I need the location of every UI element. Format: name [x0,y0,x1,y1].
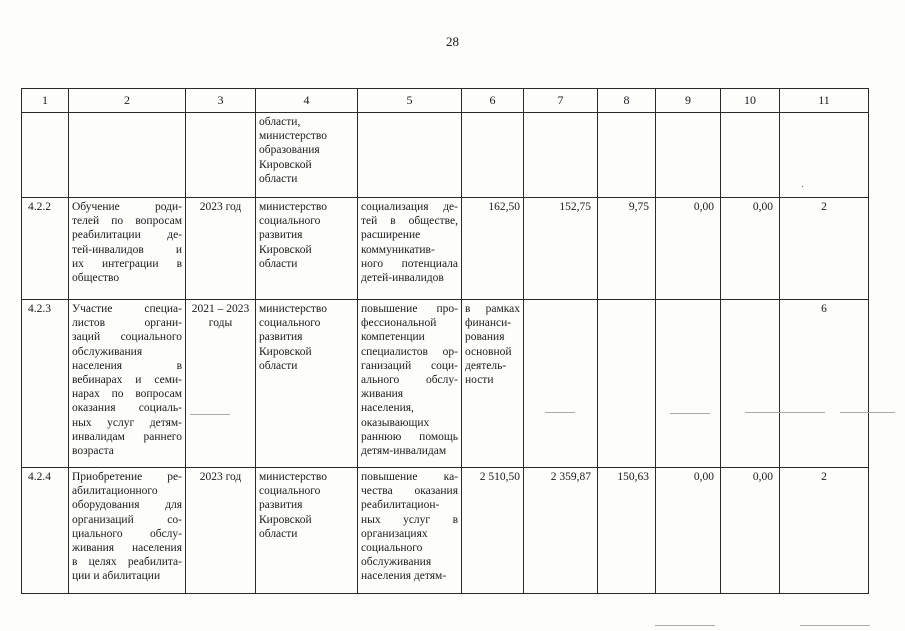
cell-line: ального обслу- [361,374,458,387]
cell-line: Обучение роди- [72,201,182,213]
scan-noise [800,625,870,626]
cell-col11: 2 [821,471,827,483]
cell-col9 [656,300,720,467]
cell-name [69,300,185,467]
cell-line: развития [259,331,303,344]
cell-line: ного потенциала [361,257,458,270]
scan-noise [840,412,895,413]
cell-col7: 2 359,87 [550,471,591,483]
cell-line: детям-инвалидам [361,445,447,458]
cell-col7: 152,75 [559,201,591,213]
cell-line: оказания социаль- [72,402,182,415]
cell-line: специалистов ор- [361,345,458,358]
cell-name [69,198,185,299]
scan-noise [670,413,710,414]
cell-col6 [462,198,523,299]
cell-col8 [598,300,655,467]
cell-line: Приобретение ре- [72,471,182,483]
cell-executor [256,300,357,467]
cell-col10 [721,300,779,467]
cell-line: Кировской [259,345,312,358]
cell-line: Кировской [259,158,312,171]
cell-line: фессиональной [361,317,437,330]
cell-id [22,113,68,197]
cell-col8 [598,113,655,197]
cell-line: тей в обществе, [361,215,458,228]
cell-line: ности [465,374,494,387]
cell-line: оборудования для [72,499,182,512]
cell-result [358,468,461,593]
cell-line: 2 510,50 [479,471,520,483]
cell-line: живания [361,388,404,401]
cell-line: населения детям- [361,570,447,583]
column-header: 10 [744,93,756,107]
cell-line: реабилитацион- [361,499,440,512]
cell-executor [256,113,357,197]
column-header: 11 [818,93,830,107]
cell-line: основной [465,345,512,358]
scan-noise [190,414,230,415]
cell-term [186,113,255,197]
cell-line: детей-инвалидов [361,272,444,285]
cell-col10 [721,113,779,197]
cell-line: оказывающих [361,416,430,429]
cell-col9: 0,00 [693,201,714,213]
cell-id: 4.2.3 [28,303,51,315]
column-header: 8 [623,93,630,107]
column-header: 7 [557,93,564,107]
cell-line: общество [72,272,120,285]
cell-line: ных услуг детям- [72,416,182,429]
grid-line-vertical [868,88,869,594]
cell-line: повышение про- [361,303,458,315]
cell-line: вебинарах и семи- [72,374,182,387]
cell-result [358,198,461,299]
cell-line: социализация де- [361,201,458,213]
cell-line: области [259,527,298,540]
cell-col6 [462,113,523,197]
cell-line: населения, [361,402,414,415]
cell-line: образования [259,144,320,157]
scan-noise [545,412,575,413]
cell-col11 [780,113,868,197]
cell-line: 2023 год [199,201,242,213]
cell-line: развития [259,499,303,512]
cell-term [186,468,255,593]
cell-line: годы [208,317,233,330]
cell-line: Участие специа- [72,303,182,315]
scan-dot: · [801,182,805,193]
cell-line: листов органи- [72,317,182,330]
cell-line: компетенции [361,331,425,344]
cell-col10: 0,00 [752,201,773,213]
cell-line: возраста [72,445,114,458]
cell-line: заций социального [72,331,182,344]
cell-line: социального [361,542,423,555]
cell-col7 [524,113,597,197]
cell-line: деятель- [465,359,507,372]
cell-line: министерство [259,130,327,143]
column-header: 4 [303,93,310,107]
scan-noise [745,412,825,413]
cell-line: Кировской [259,243,312,256]
cell-col11: 2 [821,201,827,213]
cell-line: рования [465,331,505,344]
cell-col8: 9,75 [628,201,649,213]
cell-line: их интеграции в [72,257,182,270]
column-header: 5 [406,93,413,107]
cell-col6 [462,468,523,593]
cell-result [358,113,461,197]
cell-executor [256,198,357,299]
cell-line: области, [259,116,301,128]
cell-line: финанси- [465,317,512,330]
cell-line: 2023 год [199,471,242,483]
column-header: 1 [42,93,48,107]
cell-line: тей-инвалидов и [72,243,182,256]
scan-noise [655,625,715,626]
column-header: 3 [217,93,224,107]
cell-line: в рамках [465,303,520,315]
cell-line: ганизаций соци- [361,359,458,372]
cell-col9: 0,00 [693,471,714,483]
cell-line: социального [259,317,321,330]
cell-line: нарах по вопросам [72,388,182,401]
cell-line: министерство [259,201,327,213]
cell-col8: 150,63 [617,471,649,483]
cell-line: телей по вопросам [72,215,182,228]
cell-col7 [524,300,597,467]
cell-id: 4.2.2 [28,201,51,213]
cell-line: живания населения [72,542,182,555]
column-header: 9 [685,93,691,107]
cell-line: ции и абилитации [72,570,161,583]
cell-line: повышение ка- [361,471,458,483]
cell-line: раннюю помощь [361,430,458,443]
cell-col6 [462,300,523,467]
cell-line: коммуникатив- [361,243,435,256]
cell-col9 [656,113,720,197]
cell-name [69,113,185,197]
cell-line: 162,50 [488,201,520,213]
cell-line: абилитационного [72,485,158,498]
cell-col10: 0,00 [752,471,773,483]
cell-line: чества оказания [361,485,458,498]
cell-line: Кировской [259,513,312,526]
cell-line: циального обслу- [72,527,182,540]
cell-line: области [259,359,298,372]
column-header: 2 [124,93,130,107]
cell-line: организациях [361,527,428,540]
column-header: 6 [489,93,496,107]
page-number: 28 [446,34,459,49]
cell-executor [256,468,357,593]
cell-line: социального [259,485,321,498]
cell-line: обслуживания [72,345,143,358]
cell-line: обслуживания [361,556,432,569]
cell-col11: 6 [821,303,827,315]
cell-line: 2021 – 2023 [191,303,250,315]
cell-line: министерство [259,303,327,315]
grid-line-horizontal [21,593,869,594]
cell-name [69,468,185,593]
cell-line: организаций со- [72,513,182,526]
cell-line: реабилитации де- [72,229,182,242]
cell-id: 4.2.4 [28,471,51,483]
cell-term [186,300,255,467]
cell-line: социального [259,215,321,228]
cell-line: населения в [72,359,182,372]
cell-line: области [259,257,298,270]
cell-line: ных услуг в [361,513,458,526]
cell-line: развития [259,229,303,242]
cell-line: инвалидам раннего [72,430,182,443]
cell-line: расширение [361,229,421,242]
cell-line: области [259,172,298,185]
cell-term [186,198,255,299]
cell-result [358,300,461,467]
cell-line: министерство [259,471,327,483]
cell-line: в целях реабилита- [72,556,182,569]
